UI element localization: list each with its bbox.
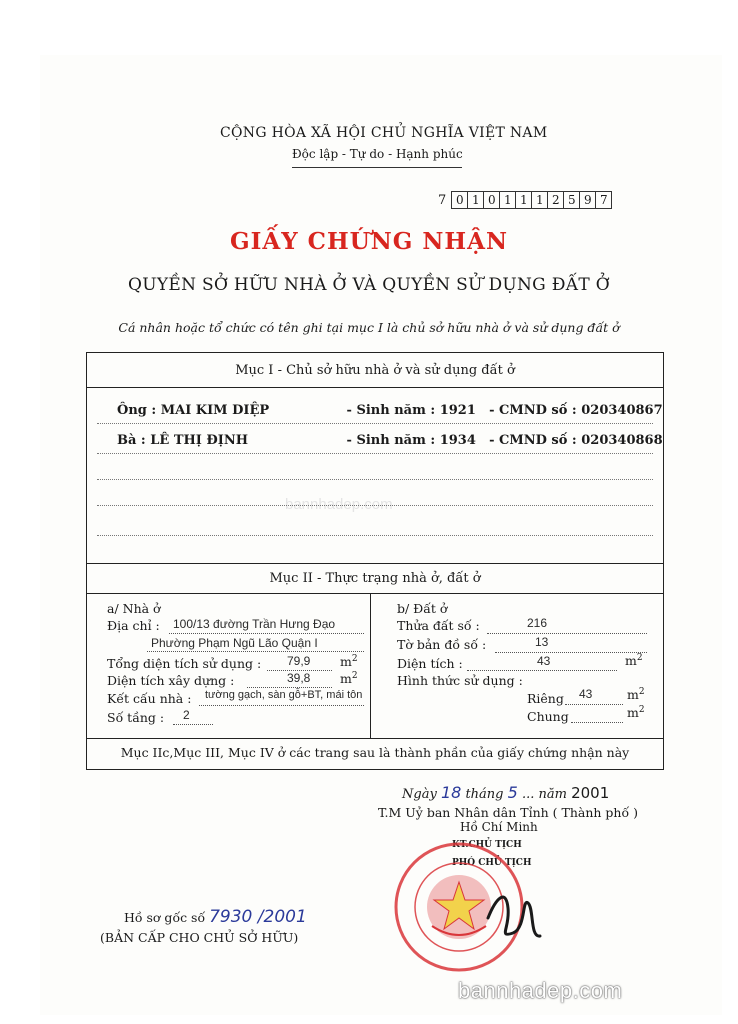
owner-name: Bà : LÊ THỊ ĐỊNH <box>117 433 249 448</box>
house-address-line2: Phường Phạm Ngũ Lão Quận I <box>151 636 318 650</box>
section1-title: Mục I - Chủ sở hữu nhà ở và sử dụng đất ở <box>235 363 515 378</box>
dotted-line <box>173 724 213 725</box>
signer-role-1: KT.CHỦ TỊCH <box>452 840 522 850</box>
map-label: Tờ bản đồ số : <box>397 637 487 652</box>
land-heading: b/ Đất ở <box>397 601 448 616</box>
build-area-value: 39,8 <box>287 671 311 685</box>
private-label: Riêng <box>527 691 564 706</box>
dotted-line <box>467 670 617 671</box>
signer-role-2: PHÓ CHỦ TỊCH <box>452 858 532 868</box>
land-area-value: 43 <box>537 654 551 668</box>
certificate-intro: Cá nhân hoặc tổ chức có tên ghi tại mục I là chủ sở hữu nhà ở và sử dụng đất ở <box>118 320 620 335</box>
private-value: 43 <box>579 687 593 701</box>
serial-digit: 1 <box>499 192 515 208</box>
dotted-line <box>487 633 647 634</box>
owner-name: Ông : MAI KIM DIỆP <box>117 403 270 418</box>
certificate-subtitle: QUYỀN SỞ HỮU NHÀ Ở VÀ QUYỀN SỬ DỤNG ĐẤT Ở <box>128 275 610 295</box>
issue-date: Ngày 18 tháng 5 ... năm 2001 <box>402 783 610 802</box>
certificate-table <box>86 352 664 770</box>
dotted-line <box>97 479 653 480</box>
serial-digit: 5 <box>563 192 579 208</box>
house-address-label: Địa chỉ : <box>107 618 160 633</box>
dossier-number <box>124 907 307 927</box>
serial-digit: 9 <box>579 192 595 208</box>
dossier-value: 7930 /2001 <box>209 907 307 927</box>
authority-line-1: T.M Uỷ ban Nhân dân Tỉnh ( Thành phố ) <box>378 805 638 820</box>
owner-row-1 <box>117 403 663 418</box>
owner-birth-year: - Sinh năm : 1921 <box>346 403 476 418</box>
signature-icon <box>478 878 548 948</box>
serial-digit: 1 <box>467 192 483 208</box>
section2-column-divider <box>370 593 371 738</box>
dotted-line <box>571 722 623 723</box>
serial-digit: 1 <box>531 192 547 208</box>
serial-digit: 0 <box>483 192 499 208</box>
date-month: 5 <box>507 783 518 802</box>
owner-id-number: - CMND số : 020340867 <box>489 403 663 418</box>
shared-label: Chung <box>527 709 569 724</box>
usage-label: Hình thức sử dụng : <box>397 673 523 688</box>
section2-divider <box>87 593 663 594</box>
total-area-unit: $m^2$ <box>340 654 358 670</box>
certificate-title: GIẤY CHỨNG NHẬN <box>229 228 509 255</box>
date-year-label: năm <box>538 787 567 802</box>
build-area-unit: $m^2$ <box>340 671 358 687</box>
owner-copy-note: (BẢN CẤP CHO CHỦ SỞ HỮU) <box>100 930 299 945</box>
dotted-line <box>97 453 653 454</box>
dotted-line <box>247 687 332 688</box>
land-area-label: Diện tích : <box>397 656 463 671</box>
house-address-line1: 100/13 đường Trần Hưng Đạo <box>173 617 336 631</box>
date-day: 18 <box>440 783 462 802</box>
serial-prefix: 7 <box>438 192 447 208</box>
serial-digit: 0 <box>455 193 464 207</box>
faint-watermark: bannhadep.com <box>285 496 393 513</box>
section2-title: Mục II - Thực trạng nhà ở, đất ở <box>269 571 481 586</box>
owner-id-number: - CMND số : 020340868 <box>489 433 663 448</box>
footer-divider <box>87 738 663 739</box>
serial-digit-boxes <box>451 191 612 209</box>
map-value: 13 <box>535 635 549 649</box>
dotted-line <box>169 633 364 634</box>
serial-digit: 2 <box>547 192 563 208</box>
dotted-line <box>97 505 653 506</box>
serial-digit: 7 <box>595 192 611 208</box>
structure-value: tường gạch, sàn gỗ+BT, mái tôn <box>205 689 363 701</box>
dotted-line <box>147 651 364 652</box>
floors-label: Số tầng : <box>107 710 165 725</box>
table-footer-note: Mục IIc,Mục III, Mục IV ở các trang sau là thành phần của giấy chứng nhận này <box>120 745 630 760</box>
section1-divider <box>87 387 663 388</box>
date-month-label: tháng <box>465 787 504 802</box>
date-year: 2001 <box>571 784 610 802</box>
section2-top-divider <box>87 563 663 564</box>
parcel-value: 216 <box>527 616 548 630</box>
private-unit: $m^2$ <box>627 687 645 703</box>
shared-unit: $m^2$ <box>627 705 645 721</box>
authority-line-2: Hồ Chí Minh <box>460 820 538 834</box>
dotted-line <box>565 704 623 705</box>
national-title: CỘNG HÒA XÃ HỘI CHỦ NGHĨA VIỆT NAM <box>220 125 548 141</box>
brand-watermark: bannhadep.com <box>458 978 623 1003</box>
house-heading: a/ Nhà ở <box>107 601 161 616</box>
date-day-label: Ngày <box>402 787 437 802</box>
floors-value: 2 <box>183 708 190 722</box>
dotted-line <box>97 535 653 536</box>
parcel-label: Thửa đất số : <box>397 618 480 633</box>
national-motto: Độc lập - Tự do - Hạnh phúc <box>292 147 463 161</box>
serial-number <box>438 191 612 209</box>
total-area-label: Tổng diện tích sử dụng : <box>107 656 262 671</box>
motto-underline <box>292 167 462 168</box>
serial-digit: 1 <box>515 192 531 208</box>
dossier-label: Hồ sơ gốc số <box>124 910 206 925</box>
land-area-unit: $m^2$ <box>625 653 643 669</box>
owner-row-2 <box>117 433 663 448</box>
structure-label: Kết cấu nhà : <box>107 691 192 706</box>
owner-birth-year: - Sinh năm : 1934 <box>346 433 476 448</box>
dotted-line <box>199 705 364 706</box>
build-area-label: Diện tích xây dựng : <box>107 673 235 688</box>
dotted-line <box>97 423 653 424</box>
total-area-value: 79,9 <box>287 654 311 668</box>
